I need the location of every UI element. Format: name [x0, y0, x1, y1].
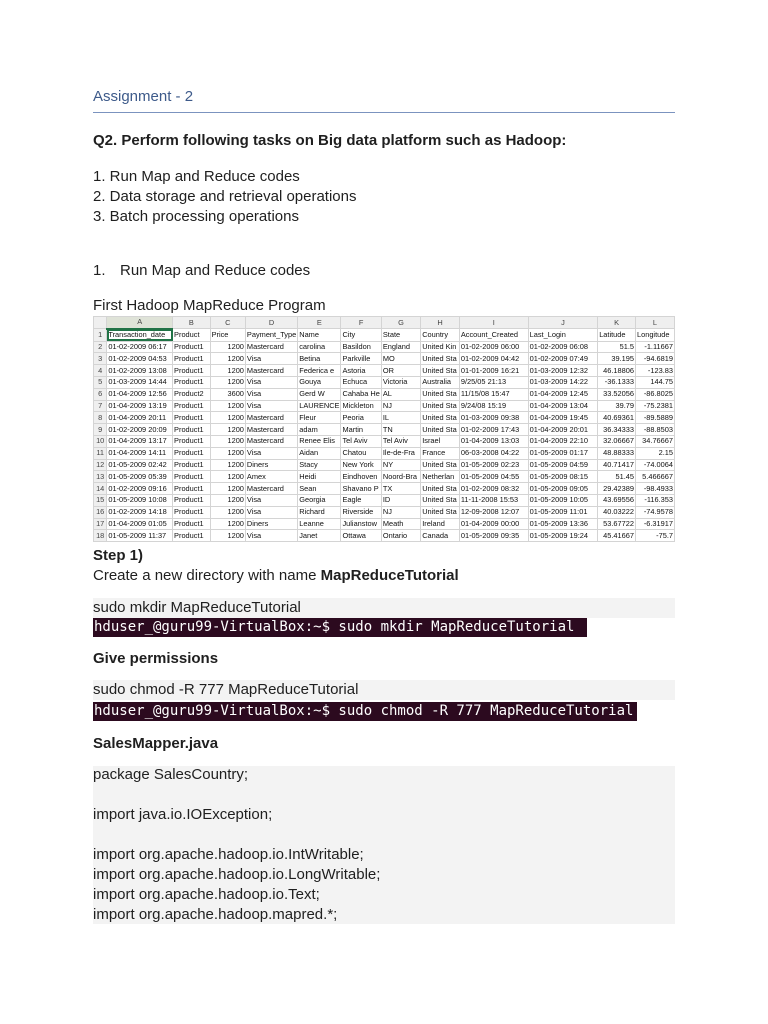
- task-item: 2. Data storage and retrieval operations: [93, 188, 357, 205]
- table-cell: 01-03-2009 14:22: [528, 376, 598, 388]
- table-cell: 45.41667: [598, 530, 636, 542]
- table-cell: 01-03-2009 09:38: [459, 412, 528, 424]
- table-cell: 1200: [210, 424, 245, 436]
- table-cell: 1200: [210, 518, 245, 530]
- table-cell: Visa: [245, 376, 297, 388]
- row-number: 2: [94, 341, 107, 353]
- table-cell: United Kin: [421, 341, 460, 353]
- table-cell: -94.6819: [635, 353, 674, 365]
- table-cell: 01-02-2009 14:18: [107, 506, 173, 518]
- table-cell: 2.15: [635, 447, 674, 459]
- table-row: [94, 447, 675, 459]
- table-cell: 01-04-2009 13:03: [459, 435, 528, 447]
- column-header: G: [381, 317, 420, 329]
- table-cell: Australia: [421, 376, 460, 388]
- table-cell: Cahaba He: [342, 389, 380, 399]
- section-number: 1.: [93, 262, 106, 279]
- table-cell: Product1: [173, 435, 211, 447]
- table-cell: Janet: [298, 530, 341, 542]
- table-cell: AL: [381, 388, 420, 400]
- table-cell: 29.42389: [598, 483, 636, 495]
- table-cell: 01-05-2009 01:17: [528, 447, 598, 459]
- table-cell: 01-05-2009 13:36: [528, 518, 598, 530]
- table-cell: Mastercard: [245, 435, 297, 447]
- table-cell: 01-04-2009 13:04: [528, 400, 598, 412]
- table-cell: 01-05-2009 05:39: [107, 471, 173, 483]
- table-cell: 3600: [210, 388, 245, 400]
- table-cell: 1200: [210, 435, 245, 447]
- table-cell: 01-05-2009 11:01: [528, 506, 598, 518]
- table-cell: Ile-de-Fra: [381, 447, 420, 459]
- section-title: Run Map and Reduce codes: [120, 262, 311, 279]
- terminal-mkdir: hduser_@guru99-VirtualBox:~$ sudo mkdir MapReduceTutorial: [93, 618, 587, 637]
- table-cell: United Sta: [421, 459, 460, 471]
- table-cell: Peoria: [341, 412, 381, 424]
- table-row: [94, 530, 675, 542]
- table-cell: Ottawa: [341, 530, 381, 542]
- row-number: 17: [94, 518, 107, 530]
- code-line: import org.apache.hadoop.mapred.*;: [93, 906, 338, 923]
- row-number: 1: [94, 329, 107, 341]
- table-cell: 01-02-2009 04:42: [459, 353, 528, 365]
- table-cell: Federica e: [298, 365, 341, 377]
- table-cell: 46.18806: [598, 365, 636, 377]
- table-row: [94, 483, 675, 495]
- table-cell: Echuca: [341, 376, 381, 388]
- table-cell: 39.195: [598, 353, 636, 365]
- table-cell: 01-05-2009 04:59: [528, 459, 598, 471]
- table-cell: 01-02-2009 08:32: [459, 483, 528, 495]
- table-cell: OR: [381, 365, 420, 377]
- row-number: 12: [94, 459, 107, 471]
- table-cell: 01-02-2009 13:08: [107, 365, 173, 377]
- spreadsheet-screenshot: [93, 316, 675, 540]
- table-cell: 1200: [210, 494, 245, 506]
- table-cell: 1200: [210, 365, 245, 377]
- column-header: J: [528, 317, 598, 329]
- column-header: [94, 317, 107, 329]
- table-cell: 01-02-2009 17:43: [459, 424, 528, 436]
- table-cell: 51.45: [598, 471, 636, 483]
- table-cell: Astoria: [341, 365, 381, 377]
- table-cell: Product1: [173, 353, 211, 365]
- table-cell: LAURENCE: [299, 400, 340, 410]
- table-cell: Basildon: [341, 341, 381, 353]
- table-cell: 01-05-2009 09:05: [528, 483, 598, 495]
- table-cell: ID: [381, 494, 420, 506]
- table-cell: 01-05-2009 02:23: [459, 459, 528, 471]
- table-cell: 01-05-2009 10:05: [528, 494, 598, 506]
- table-cell: Gouya: [298, 376, 341, 388]
- table-cell: United Sta: [421, 424, 460, 436]
- row-number: 11: [94, 447, 107, 459]
- table-cell: Shavano P: [341, 483, 381, 495]
- column-header: I: [459, 317, 528, 329]
- spreadsheet-table: [93, 316, 675, 542]
- table-cell: Stacy: [298, 459, 341, 471]
- row-number: 13: [94, 471, 107, 483]
- table-cell: 1200: [210, 459, 245, 471]
- table-cell: 01-02-2009 06:17: [107, 341, 173, 353]
- table-row: [94, 412, 675, 424]
- table-cell: 01-01-2009 16:21: [459, 365, 528, 377]
- table-cell: City: [341, 329, 381, 341]
- directory-name: MapReduceTutorial: [320, 567, 459, 584]
- table-cell: Eindhoven: [341, 471, 381, 483]
- section-heading: [93, 262, 310, 279]
- table-cell: Noord-Bra: [381, 471, 420, 483]
- column-header: H: [421, 317, 460, 329]
- table-cell: carolina: [298, 341, 341, 353]
- table-cell: Heidi: [298, 471, 341, 483]
- table-cell: Georgia: [298, 494, 341, 506]
- table-cell: -1.11667: [635, 341, 674, 353]
- table-cell: 01-04-2009 13:19: [107, 400, 173, 412]
- task-list: [93, 167, 357, 227]
- table-cell: 01-02-2009 06:00: [459, 341, 528, 353]
- command-text-chmod: sudo chmod -R 777 MapReduceTutorial: [93, 680, 675, 700]
- row-number: 6: [94, 388, 107, 400]
- table-cell: -89.5889: [635, 412, 674, 424]
- column-header: F: [341, 317, 381, 329]
- table-cell: 51.5: [598, 341, 636, 353]
- table-cell: -6.31917: [635, 518, 674, 530]
- table-cell: -88.8503: [635, 424, 674, 436]
- table-cell: 01-04-2009 12:56: [107, 388, 173, 400]
- table-cell: 01-02-2009 07:49: [528, 353, 598, 365]
- table-cell: Canada: [421, 530, 460, 542]
- table-cell: Product1: [173, 412, 211, 424]
- table-cell: 1200: [210, 376, 245, 388]
- column-header: A: [107, 317, 173, 329]
- command-text-mkdir: sudo mkdir MapReduceTutorial: [93, 598, 675, 618]
- table-cell: -75.7: [635, 530, 674, 542]
- table-cell: 53.67722: [598, 518, 636, 530]
- table-cell: Product: [173, 329, 211, 341]
- table-cell: -74.0064: [635, 459, 674, 471]
- table-cell: 01-05-2009 10:08: [107, 494, 173, 506]
- table-cell: Name: [298, 329, 341, 341]
- table-cell: -36.1333: [598, 376, 636, 388]
- table-cell: Parkville: [341, 353, 381, 365]
- table-cell: 01-04-2009 14:11: [107, 447, 173, 459]
- table-cell: 01-02-2009 06:08: [528, 341, 598, 353]
- code-line: import org.apache.hadoop.io.IntWritable;: [93, 846, 364, 863]
- table-cell: 01-04-2009 01:05: [107, 518, 173, 530]
- table-cell: IL: [381, 412, 420, 424]
- table-cell: 12-09-2008 12:07: [459, 506, 528, 518]
- table-cell: 01-02-2009 09:16: [107, 483, 173, 495]
- table-cell: Victoria: [381, 376, 420, 388]
- column-header: L: [635, 317, 674, 329]
- column-header: D: [245, 317, 297, 329]
- table-cell: 11-11-2008 15:53: [459, 494, 528, 506]
- table-cell: Product1: [173, 400, 211, 412]
- table-cell: 01-05-2009 04:55: [459, 471, 528, 483]
- table-cell: Renee Elis: [298, 435, 341, 447]
- table-cell: 1200: [210, 353, 245, 365]
- table-cell: Account_Created: [459, 329, 528, 341]
- table-cell: 40.69361: [598, 412, 636, 424]
- table-cell: Country: [421, 329, 460, 341]
- row-number: 10: [94, 435, 107, 447]
- table-cell: 01-02-2009 04:53: [107, 353, 173, 365]
- table-cell: Visa: [245, 530, 297, 542]
- table-cell: 01-04-2009 22:10: [528, 435, 598, 447]
- table-cell: Leanne: [298, 518, 341, 530]
- table-cell: Mastercard: [245, 412, 297, 424]
- table-cell: Aidan: [298, 447, 341, 459]
- code-line: package SalesCountry;: [93, 766, 249, 783]
- table-cell: Product1: [173, 459, 211, 471]
- table-cell: adam: [298, 424, 341, 436]
- task-item: 3. Batch processing operations: [93, 208, 299, 225]
- table-cell: 32.06667: [598, 435, 636, 447]
- table-cell: Mastercard: [245, 365, 297, 377]
- table-cell: New York: [341, 459, 381, 471]
- table-cell: Mastercard: [245, 424, 297, 436]
- table-cell: Amex: [245, 471, 297, 483]
- table-cell: 33.52056: [598, 388, 636, 400]
- code-line: import org.apache.hadoop.io.Text;: [93, 886, 320, 903]
- table-cell: Chatou: [341, 447, 381, 459]
- table-cell: -116.353: [635, 494, 674, 506]
- table-cell: -86.8025: [635, 388, 674, 400]
- table-cell: 1200: [210, 412, 245, 424]
- table-cell: 01-04-2009 13:17: [107, 435, 173, 447]
- table-cell: 01-05-2009 08:15: [528, 471, 598, 483]
- table-cell: 01-03-2009 12:32: [528, 365, 598, 377]
- table-cell: Product1: [173, 365, 211, 377]
- table-cell: Payment_Type: [245, 329, 297, 341]
- table-row: [94, 518, 675, 530]
- step-description-text: Create a new directory with name: [93, 567, 321, 584]
- table-cell: 01-04-2009 20:01: [528, 424, 598, 436]
- table-row: [94, 471, 675, 483]
- table-cell: 01-04-2009 19:45: [528, 412, 598, 424]
- table-cell: United Sta: [421, 400, 460, 412]
- table-cell: Transaction_date: [107, 329, 173, 341]
- table-cell: England: [381, 341, 420, 353]
- table-cell: Visa: [245, 388, 297, 400]
- row-number: 9: [94, 424, 107, 436]
- table-cell: 01-05-2009 19:24: [528, 530, 598, 542]
- table-cell: Eagle: [341, 494, 381, 506]
- table-row: [94, 459, 675, 471]
- table-cell: 39.79: [598, 400, 636, 412]
- table-cell: 01-04-2009 20:11: [107, 412, 173, 424]
- table-cell: Richard: [298, 506, 341, 518]
- terminal-chmod: hduser_@guru99-VirtualBox:~$ sudo chmod -R 777 MapReduceTutorial: [93, 702, 637, 721]
- table-cell: -74.9578: [635, 506, 674, 518]
- table-cell: 144.75: [635, 376, 674, 388]
- table-row: [94, 341, 675, 353]
- table-cell: Tel Aviv: [341, 435, 381, 447]
- table-cell: Mickleton: [341, 400, 381, 412]
- table-cell: Product1: [173, 530, 211, 542]
- table-cell: State: [381, 329, 420, 341]
- table-row: [94, 424, 675, 436]
- table-cell: -75.2381: [635, 400, 674, 412]
- table-cell: Julianstow: [341, 518, 381, 530]
- table-cell: Gerd W: [298, 388, 341, 400]
- table-row: [94, 435, 675, 447]
- table-cell: 5.466667: [635, 471, 674, 483]
- row-number: 7: [94, 400, 107, 412]
- table-cell: Price: [210, 329, 245, 341]
- table-cell: Visa: [245, 353, 297, 365]
- table-cell: Visa: [245, 447, 297, 459]
- table-cell: Ireland: [421, 518, 460, 530]
- table-cell: 01-03-2009 14:44: [107, 376, 173, 388]
- table-cell: 9/24/08 15:19: [459, 400, 528, 412]
- table-cell: 1200: [210, 530, 245, 542]
- table-cell: 01-05-2009 11:37: [107, 530, 173, 542]
- table-cell: Product1: [173, 518, 211, 530]
- table-cell: Mastercard: [245, 483, 297, 495]
- question-heading: Q2. Perform following tasks on Big data platform such as Hadoop:: [93, 132, 567, 149]
- page-header-title: Assignment - 2: [93, 88, 194, 105]
- table-cell: Betina: [298, 353, 341, 365]
- table-cell: United Sta: [421, 506, 460, 518]
- table-cell: Meath: [381, 518, 420, 530]
- table-cell: 1200: [210, 341, 245, 353]
- table-cell: United Sta: [421, 412, 460, 424]
- table-cell: 36.34333: [598, 424, 636, 436]
- table-cell: Product1: [173, 376, 211, 388]
- table-cell: Longitude: [635, 329, 674, 341]
- table-cell: Visa: [245, 400, 297, 412]
- task-item: 1. Run Map and Reduce codes: [93, 168, 300, 185]
- table-cell: Product1: [173, 424, 211, 436]
- table-cell: 48.88333: [598, 447, 636, 459]
- table-cell: MO: [381, 353, 420, 365]
- table-cell: United Sta: [421, 353, 460, 365]
- table-cell: Product1: [173, 471, 211, 483]
- column-header: E: [298, 317, 341, 329]
- table-cell: NY: [381, 459, 420, 471]
- table-cell: United Sta: [421, 365, 460, 377]
- row-number: 14: [94, 483, 107, 495]
- row-number: 8: [94, 412, 107, 424]
- table-cell: Fleur: [298, 412, 341, 424]
- table-cell: NJ: [381, 506, 420, 518]
- table-cell: 34.76667: [635, 435, 674, 447]
- code-line: import org.apache.hadoop.io.LongWritable;: [93, 866, 381, 883]
- column-header: K: [598, 317, 636, 329]
- row-number: 5: [94, 376, 107, 388]
- table-cell: Ontario: [381, 530, 420, 542]
- table-row: [94, 376, 675, 388]
- table-cell: 01-02-2009 20:09: [107, 424, 173, 436]
- table-cell: 40.03222: [598, 506, 636, 518]
- code-line: import java.io.IOException;: [93, 806, 273, 823]
- table-cell: Sean: [298, 483, 341, 495]
- table-cell: 1200: [210, 506, 245, 518]
- table-cell: Diners: [245, 518, 297, 530]
- table-cell: Product1: [173, 506, 211, 518]
- table-cell: Diners: [245, 459, 297, 471]
- table-cell: 9/25/05 21:13: [459, 376, 528, 388]
- column-header: B: [173, 317, 211, 329]
- row-number: 16: [94, 506, 107, 518]
- column-header: C: [210, 317, 245, 329]
- table-cell: Israel: [421, 435, 460, 447]
- file-heading: SalesMapper.java: [93, 735, 219, 752]
- table-cell: 01-05-2009 02:42: [107, 459, 173, 471]
- header-divider: [93, 112, 675, 113]
- table-cell: 1200: [210, 400, 245, 412]
- table-cell: Netherlan: [421, 471, 460, 483]
- table-row: [94, 388, 675, 400]
- table-cell: Product1: [173, 447, 211, 459]
- table-cell: Latitude: [598, 329, 636, 341]
- table-cell: 1200: [210, 447, 245, 459]
- table-row: [94, 329, 675, 341]
- table-cell: Mastercard: [245, 341, 297, 353]
- table-cell: France: [421, 447, 460, 459]
- table-row: [94, 353, 675, 365]
- table-cell: Visa: [245, 506, 297, 518]
- row-number: 4: [94, 365, 107, 377]
- table-cell: TX: [381, 483, 420, 495]
- step-heading: Step 1): [93, 547, 144, 564]
- table-cell: Martin: [341, 424, 381, 436]
- table-cell: Riverside: [341, 506, 381, 518]
- table-cell: 40.71417: [598, 459, 636, 471]
- table-cell: 1200: [210, 483, 245, 495]
- table-cell: 01-04-2009 00:00: [459, 518, 528, 530]
- table-cell: United Sta: [421, 494, 460, 506]
- table-cell: 01-04-2009 12:45: [528, 388, 598, 400]
- row-number: 3: [94, 353, 107, 365]
- table-cell: Last_Login: [528, 329, 598, 341]
- table-cell: -123.83: [635, 365, 674, 377]
- table-cell: Product1: [173, 494, 211, 506]
- table-cell: Product1: [173, 483, 211, 495]
- table-cell: 43.69556: [598, 494, 636, 506]
- table-cell: 1200: [210, 471, 245, 483]
- table-cell: Visa: [245, 494, 297, 506]
- code-block: [93, 766, 675, 924]
- subsection-title: First Hadoop MapReduce Program: [93, 297, 326, 314]
- row-number: 18: [94, 530, 107, 542]
- table-row: [94, 365, 675, 377]
- step-description: [93, 567, 459, 584]
- table-cell: Product2: [173, 388, 211, 400]
- table-cell: 11/15/08 15:47: [459, 388, 528, 400]
- table-cell: Tel Aviv: [381, 435, 420, 447]
- table-cell: TN: [381, 424, 420, 436]
- table-cell: Product1: [173, 341, 211, 353]
- table-cell: 01-05-2009 09:35: [459, 530, 528, 542]
- table-cell: 06-03-2008 04:22: [459, 447, 528, 459]
- permissions-heading: Give permissions: [93, 650, 219, 667]
- table-cell: United Sta: [421, 483, 460, 495]
- table-row: [94, 494, 675, 506]
- row-number: 15: [94, 494, 107, 506]
- table-row: [94, 506, 675, 518]
- table-cell: NJ: [381, 400, 420, 412]
- table-cell: United Sta: [421, 388, 460, 400]
- table-row: [94, 400, 675, 412]
- table-cell: -98.4933: [635, 483, 674, 495]
